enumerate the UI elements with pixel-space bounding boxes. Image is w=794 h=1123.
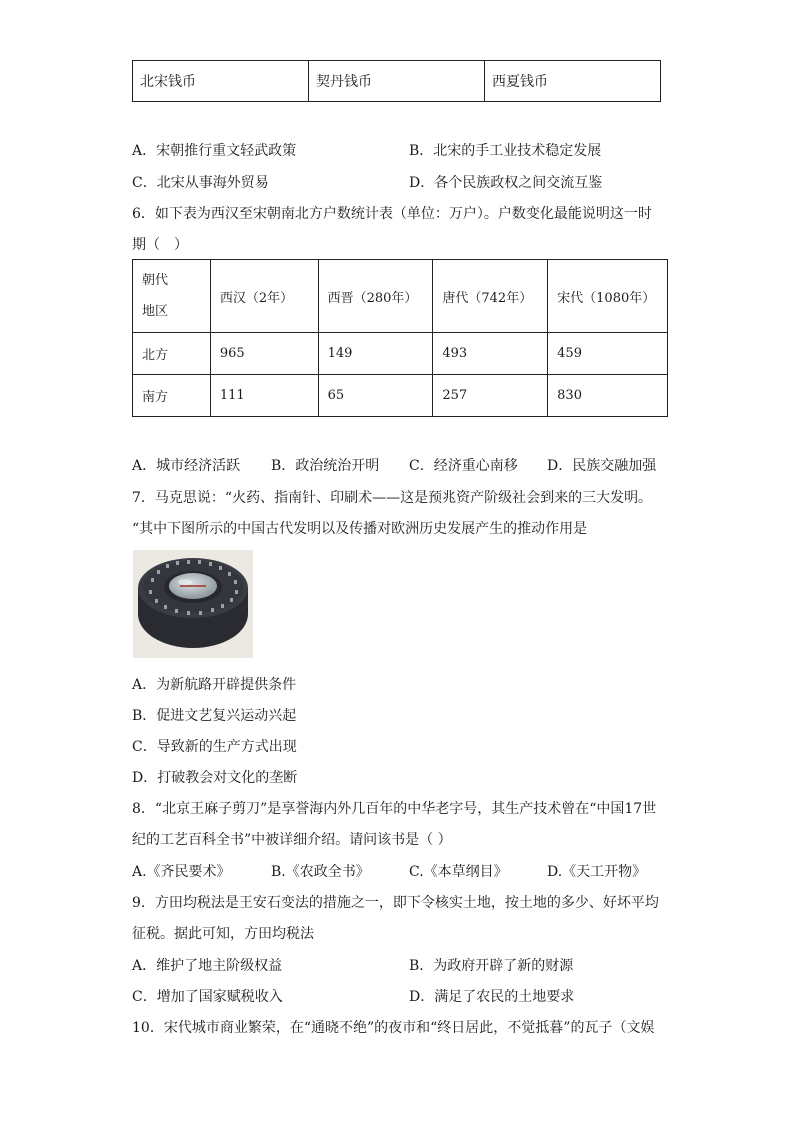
table-header-western-han: 西汉（2年） bbox=[210, 260, 318, 333]
q8-option-d[interactable]: D.《天工开物》 bbox=[547, 864, 647, 880]
q8-option-a[interactable]: A.《齐民要术》 bbox=[132, 864, 231, 880]
q8-stem-line1: 8．“北京王麻子剪刀”是享誉海内外几百年的中华老字号，其生产技术曾在“中国17世 bbox=[132, 801, 657, 817]
table-cell: 493 bbox=[433, 333, 548, 375]
q10-stem-line1: 10．宋代城市商业繁荣，在“通晓不绝”的夜市和“终日居此，不觉抵暮”的瓦子（文娱 bbox=[132, 1020, 655, 1036]
coin-cell-western-xia: 西夏钱币 bbox=[485, 61, 661, 102]
q6-stem-line1: 6．如下表为西汉至宋朝南北方户数统计表（单位：万户）。户数变化最能说明这一时 bbox=[132, 206, 652, 222]
row-label-north: 北方 bbox=[133, 333, 211, 375]
table-cell: 65 bbox=[318, 375, 433, 417]
table-cell: 459 bbox=[548, 333, 668, 375]
q9-option-d[interactable]: D．满足了农民的土地要求 bbox=[409, 989, 575, 1005]
table-cell: 111 bbox=[210, 375, 318, 417]
q9-option-a[interactable]: A．维护了地主阶级权益 bbox=[132, 958, 283, 974]
table-cell: 830 bbox=[548, 375, 668, 417]
q5-option-b[interactable]: B．北宋的手工业技术稳定发展 bbox=[409, 143, 602, 159]
q6-option-b[interactable]: B．政治统治开明 bbox=[271, 458, 380, 474]
coin-table bbox=[132, 60, 661, 102]
q7-option-a[interactable]: A．为新航路开辟提供条件 bbox=[132, 677, 297, 693]
q8-option-c[interactable]: C.《本草纲目》 bbox=[409, 864, 508, 880]
table-header-western-jin: 西晋（280年） bbox=[318, 260, 433, 333]
q6-option-d[interactable]: D．民族交融加强 bbox=[547, 458, 657, 474]
q6-option-c[interactable]: C．经济重心南移 bbox=[409, 458, 518, 474]
table-corner-cell bbox=[133, 260, 211, 333]
q6-stem-line2: 期（ ） bbox=[132, 237, 188, 253]
q7-option-d[interactable]: D．打破教会对文化的垄断 bbox=[132, 770, 298, 786]
coin-cell-khitan: 契丹钱币 bbox=[309, 61, 485, 102]
coin-cell-northern-song: 北宋钱币 bbox=[133, 61, 309, 102]
q5-option-c[interactable]: C．北宋从事海外贸易 bbox=[132, 175, 269, 191]
q7-option-b[interactable]: B．促进文艺复兴运动兴起 bbox=[132, 708, 297, 724]
q9-stem-line2: 征税。据此可知，方田均税法 bbox=[132, 926, 314, 942]
q5-option-a[interactable]: A．宋朝推行重文轻武政策 bbox=[132, 143, 297, 159]
table-header-song: 宋代（1080年） bbox=[548, 260, 668, 333]
compass-image bbox=[133, 550, 253, 658]
q9-option-c[interactable]: C．增加了国家赋税收入 bbox=[132, 989, 283, 1005]
corner-label-region: 地区 bbox=[142, 304, 169, 319]
q9-stem-line1: 9．方田均税法是王安石变法的措施之一，即下令核实土地，按土地的多少、好坏平均 bbox=[132, 895, 659, 911]
table-header-tang: 唐代（742年） bbox=[433, 260, 548, 333]
table-cell: 965 bbox=[210, 333, 318, 375]
q5-option-d[interactable]: D．各个民族政权之间交流互鉴 bbox=[409, 175, 603, 191]
table-cell: 149 bbox=[318, 333, 433, 375]
q9-option-b[interactable]: B．为政府开辟了新的财源 bbox=[409, 958, 574, 974]
table-cell: 257 bbox=[433, 375, 548, 417]
q7-option-c[interactable]: C．导致新的生产方式出现 bbox=[132, 739, 297, 755]
corner-label-dynasty: 朝代 bbox=[142, 273, 169, 288]
compass-icon bbox=[133, 550, 253, 658]
table-row bbox=[133, 333, 668, 375]
row-label-south: 南方 bbox=[133, 375, 211, 417]
q8-option-b[interactable]: B.《农政全书》 bbox=[271, 864, 370, 880]
q7-stem-line2: “其中下图所示的中国古代发明以及传播对欧洲历史发展产生的推动作用是 bbox=[132, 521, 588, 537]
table-row bbox=[133, 375, 668, 417]
q6-option-a[interactable]: A．城市经济活跃 bbox=[132, 458, 241, 474]
q7-stem-line1: 7．马克思说：“火药、指南针、印刷术——这是预兆资产阶级社会到来的三大发明。 bbox=[132, 490, 653, 506]
households-table bbox=[132, 259, 668, 417]
q8-stem-line2: 纪的工艺百科全书”中被详细介绍。请问该书是（ ） bbox=[132, 832, 452, 848]
